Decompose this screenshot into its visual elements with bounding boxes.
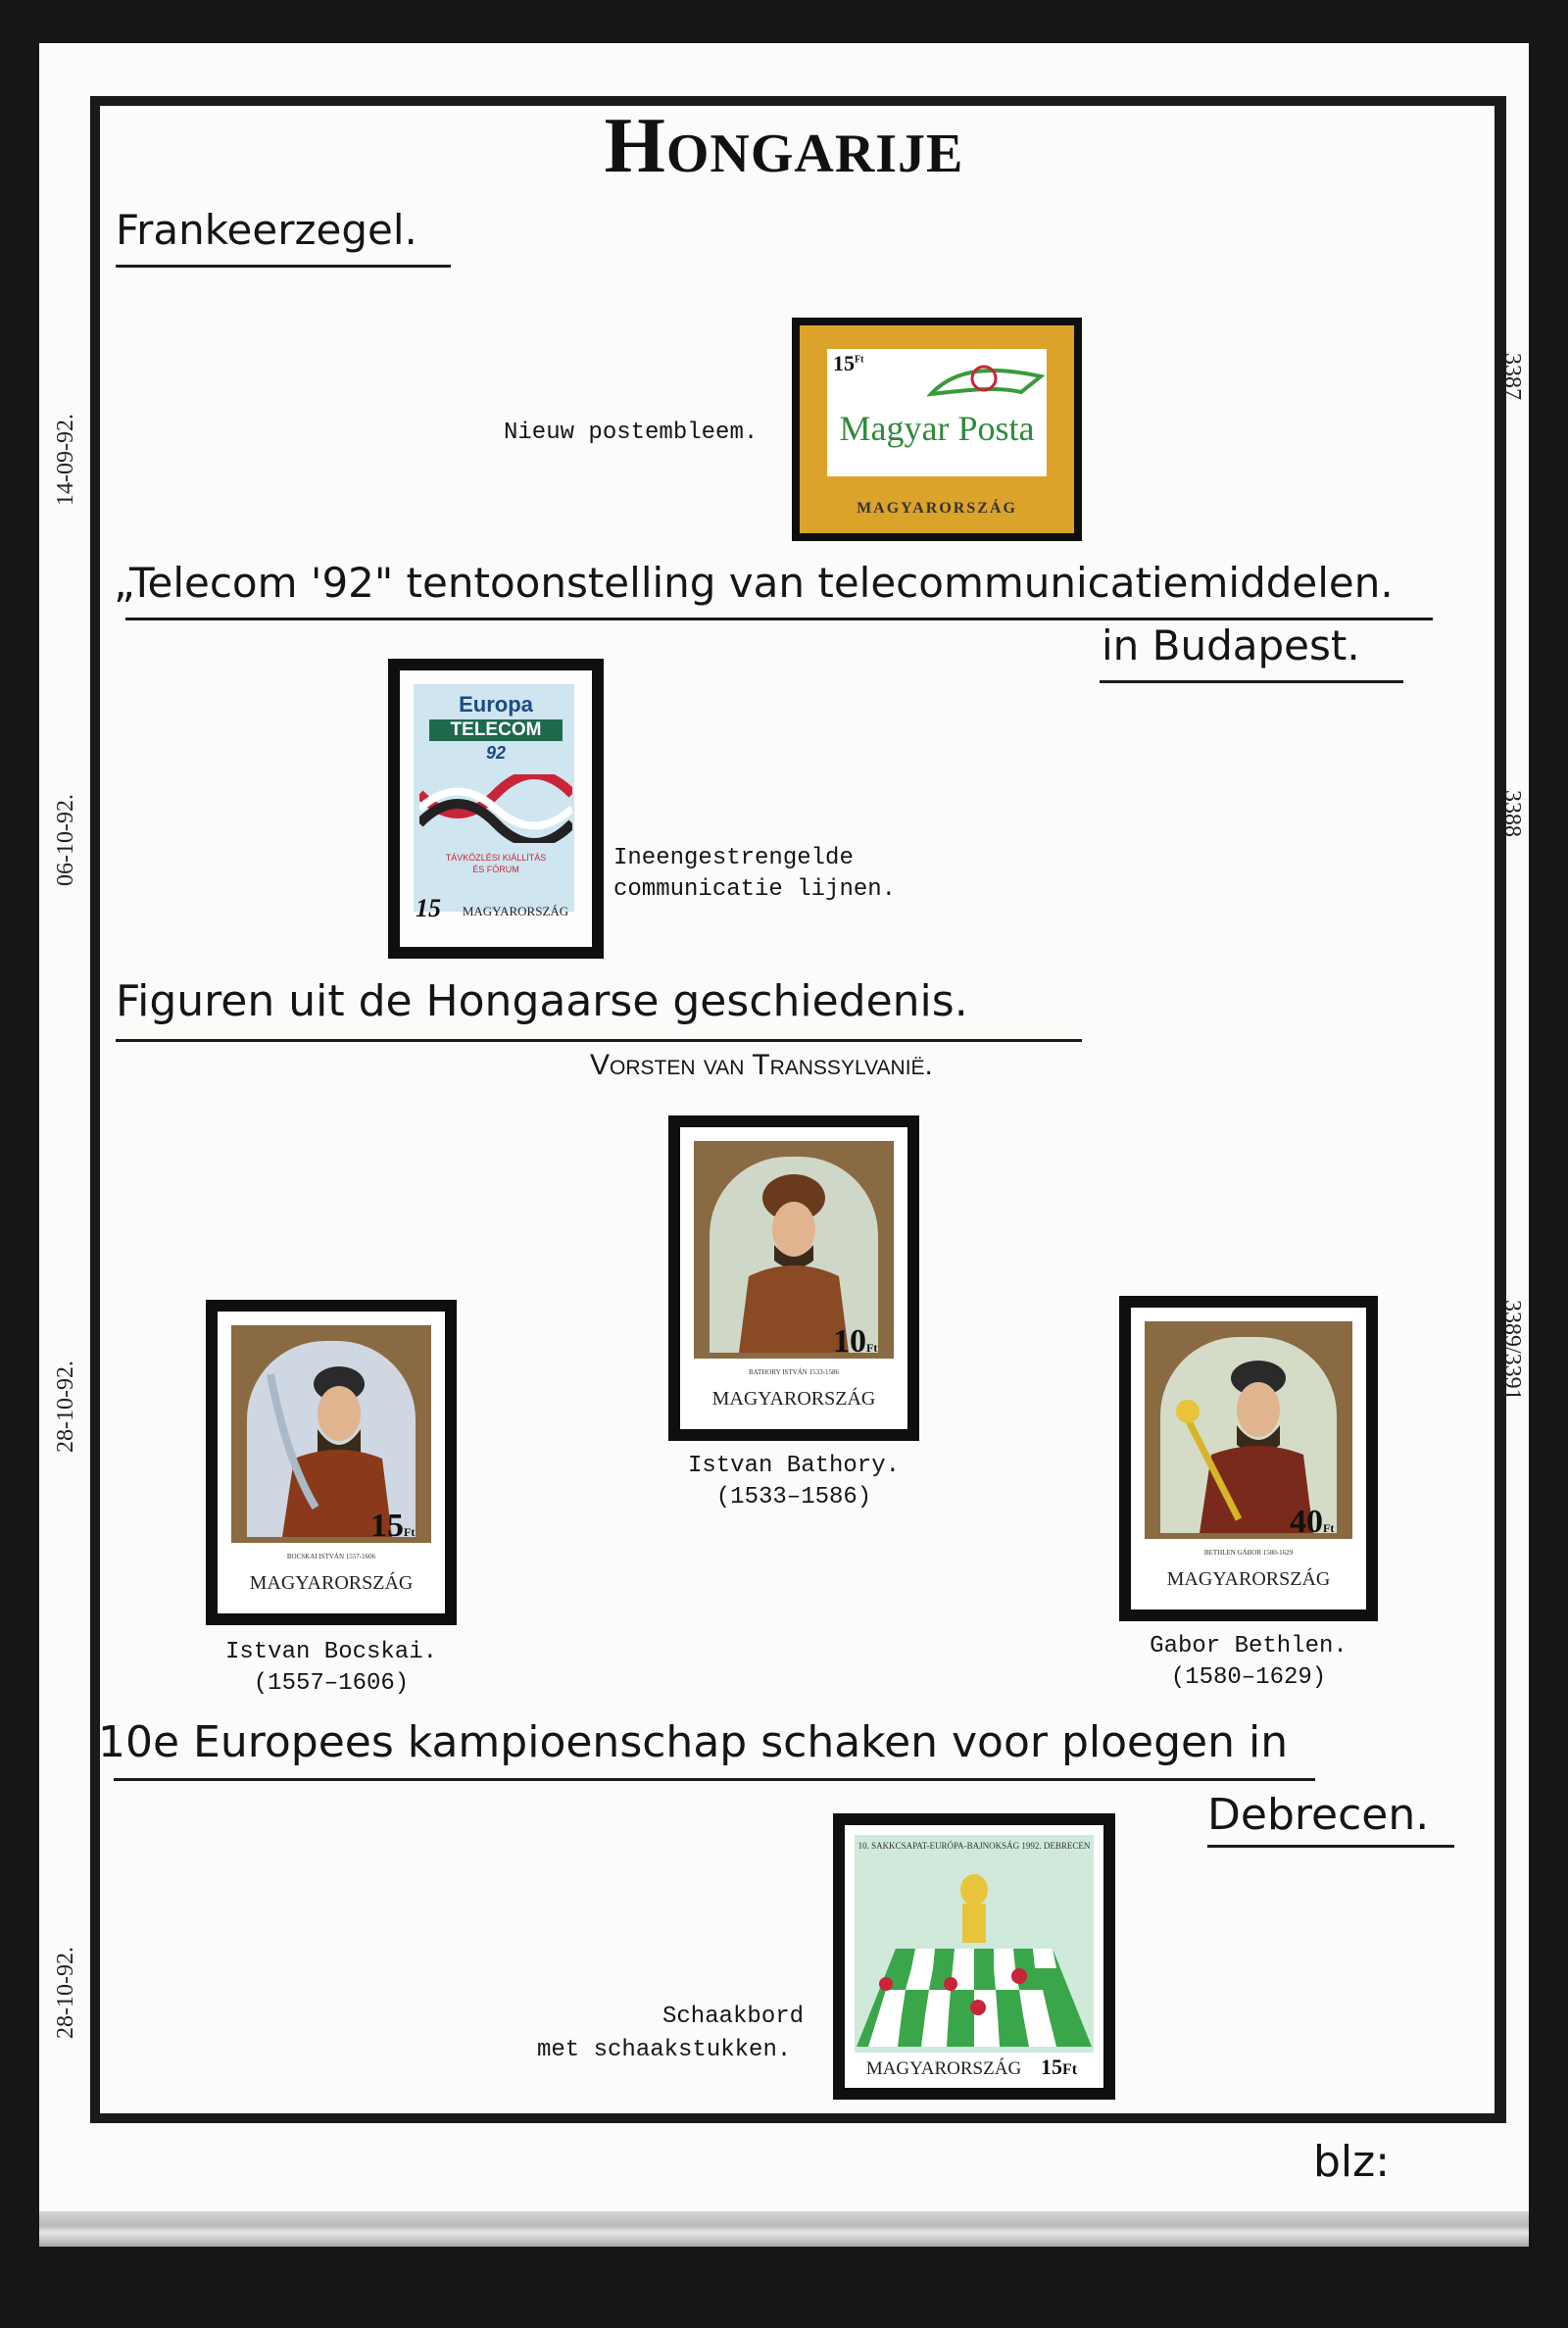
magyar-posta-logo: Magyar Posta [839, 409, 1035, 448]
stamp-europa-telecom [388, 659, 604, 959]
heading-underline [1207, 1845, 1454, 1848]
heading-underline [125, 618, 1433, 620]
stamp-value-chess: 15Ft [1041, 2055, 1078, 2079]
stamp-name-bethlen: Gabor Bethlen. [1150, 1633, 1348, 1659]
page-number-label: blz: [1313, 2137, 1391, 2187]
stamp-chess-top-text: 10. SAKKCSAPAT-EURÓPA-BAJNOKSÁG 1992. DEBRECEN [858, 1841, 1091, 1851]
stamp-name-bocskai: Istvan Bocskai. [224, 1639, 438, 1665]
stamp-country-bethlen: MAGYARORSZÁG [1166, 1568, 1331, 1590]
section-heading-schaken: 10e Europees kampioenschap schaken voor ploegen in [98, 1717, 1289, 1767]
section-heading-frankeerzegel: Frankeerzegel. [116, 206, 417, 254]
stamp-name-bathory: Istvan Bathory. [687, 1453, 901, 1479]
stamp-country-chess: MAGYARORSZÁG [865, 2058, 1022, 2079]
issue-date-3: 28-10-92. [53, 1361, 78, 1453]
heading-underline [1100, 680, 1403, 683]
section-heading-figuren: Figuren uit de Hongaarse geschiedenis. [116, 976, 968, 1026]
stamp-text-kiallitas: TÁVKÖZLÉSI KIÁLLÍTÁS [445, 853, 547, 863]
section-subheading-vorsten: Vorsten van Transsylvanië. [590, 1049, 933, 1081]
issue-date-1: 14-09-92. [53, 414, 78, 506]
page-title: Hongarije [604, 103, 964, 189]
stamp-country-postembleem: MAGYARORSZÁG [857, 500, 1017, 517]
stamp-portrait-label-bethlen: BETHLEN GÁBOR 1580-1629 [1203, 1549, 1294, 1557]
stamp-value-bocskai: 15Ft [370, 1508, 416, 1544]
stamp-portrait-label-bocskai: BOCSKAI ISTVÁN 1557-1606 [286, 1553, 376, 1560]
stamp-caption-telecom-line1: Ineengestrengelde [613, 845, 854, 871]
stamp-text-telecom: TELECOM [429, 719, 563, 741]
heading-underline [114, 1778, 1315, 1781]
braided-lines-icon [419, 774, 572, 843]
stamp-chess [833, 1813, 1115, 2100]
stamp-country-bathory: MAGYARORSZÁG [711, 1388, 876, 1410]
stamp-years-bocskai: (1557–1606) [253, 1670, 410, 1697]
chessboard-icon [857, 1860, 1092, 2049]
stamp-value-bathory: 10Ft [833, 1323, 878, 1360]
catalog-number-2: 3388 [1499, 790, 1525, 837]
stamp-country-bocskai: MAGYARORSZÁG [249, 1572, 414, 1594]
stamp-caption-postembleem: Nieuw postembleem. [504, 420, 759, 446]
posthorn-icon [927, 357, 1045, 406]
stamp-caption-telecom-line2: communicatie lijnen. [613, 876, 897, 903]
plastic-sleeve-edge [39, 2211, 1529, 2247]
stamp-country-telecom: MAGYARORSZÁG [462, 904, 569, 918]
issue-date-2: 06-10-92. [53, 794, 78, 886]
stamp-text-92: 92 [485, 743, 507, 763]
stamp-value-telecom: 15 [416, 894, 441, 922]
stamp-text-europa: Europa [459, 692, 533, 717]
stamp-portrait-label-bathory: BATHORY ISTVÁN 1533-1586 [749, 1368, 839, 1376]
catalog-number-3: 3389/3391 [1499, 1300, 1525, 1401]
section-heading-telecom-line2: in Budapest. [1102, 621, 1360, 669]
stamp-years-bethlen: (1580–1629) [1170, 1664, 1327, 1691]
stamp-bathory [668, 1115, 919, 1441]
section-heading-telecom: „Telecom '92" tentoonstelling van telecommunicatiemiddelen. [114, 559, 1394, 607]
stamp-value-postembleem: $15^{Ft}$ [833, 351, 864, 375]
issue-date-4: 28-10-92. [53, 1947, 78, 2039]
stamp-text-forum: ÉS FÓRUM [472, 865, 519, 874]
stamp-years-bathory: (1533–1586) [715, 1484, 872, 1511]
heading-underline [116, 1039, 1082, 1042]
stamp-caption-chess-line2: met schaakstukken. [537, 2037, 792, 2063]
catalog-number-1: 3387 [1499, 353, 1525, 400]
heading-underline [116, 265, 451, 268]
stamp-caption-chess-line1: Schaakbord [662, 2004, 805, 2030]
stamp-value-bethlen: 40Ft [1290, 1504, 1335, 1540]
stamp-bocskai [206, 1300, 457, 1625]
stamp-bethlen [1119, 1296, 1378, 1621]
stamp-magyar-posta [792, 318, 1082, 541]
section-heading-schaken-line2: Debrecen. [1207, 1790, 1430, 1840]
